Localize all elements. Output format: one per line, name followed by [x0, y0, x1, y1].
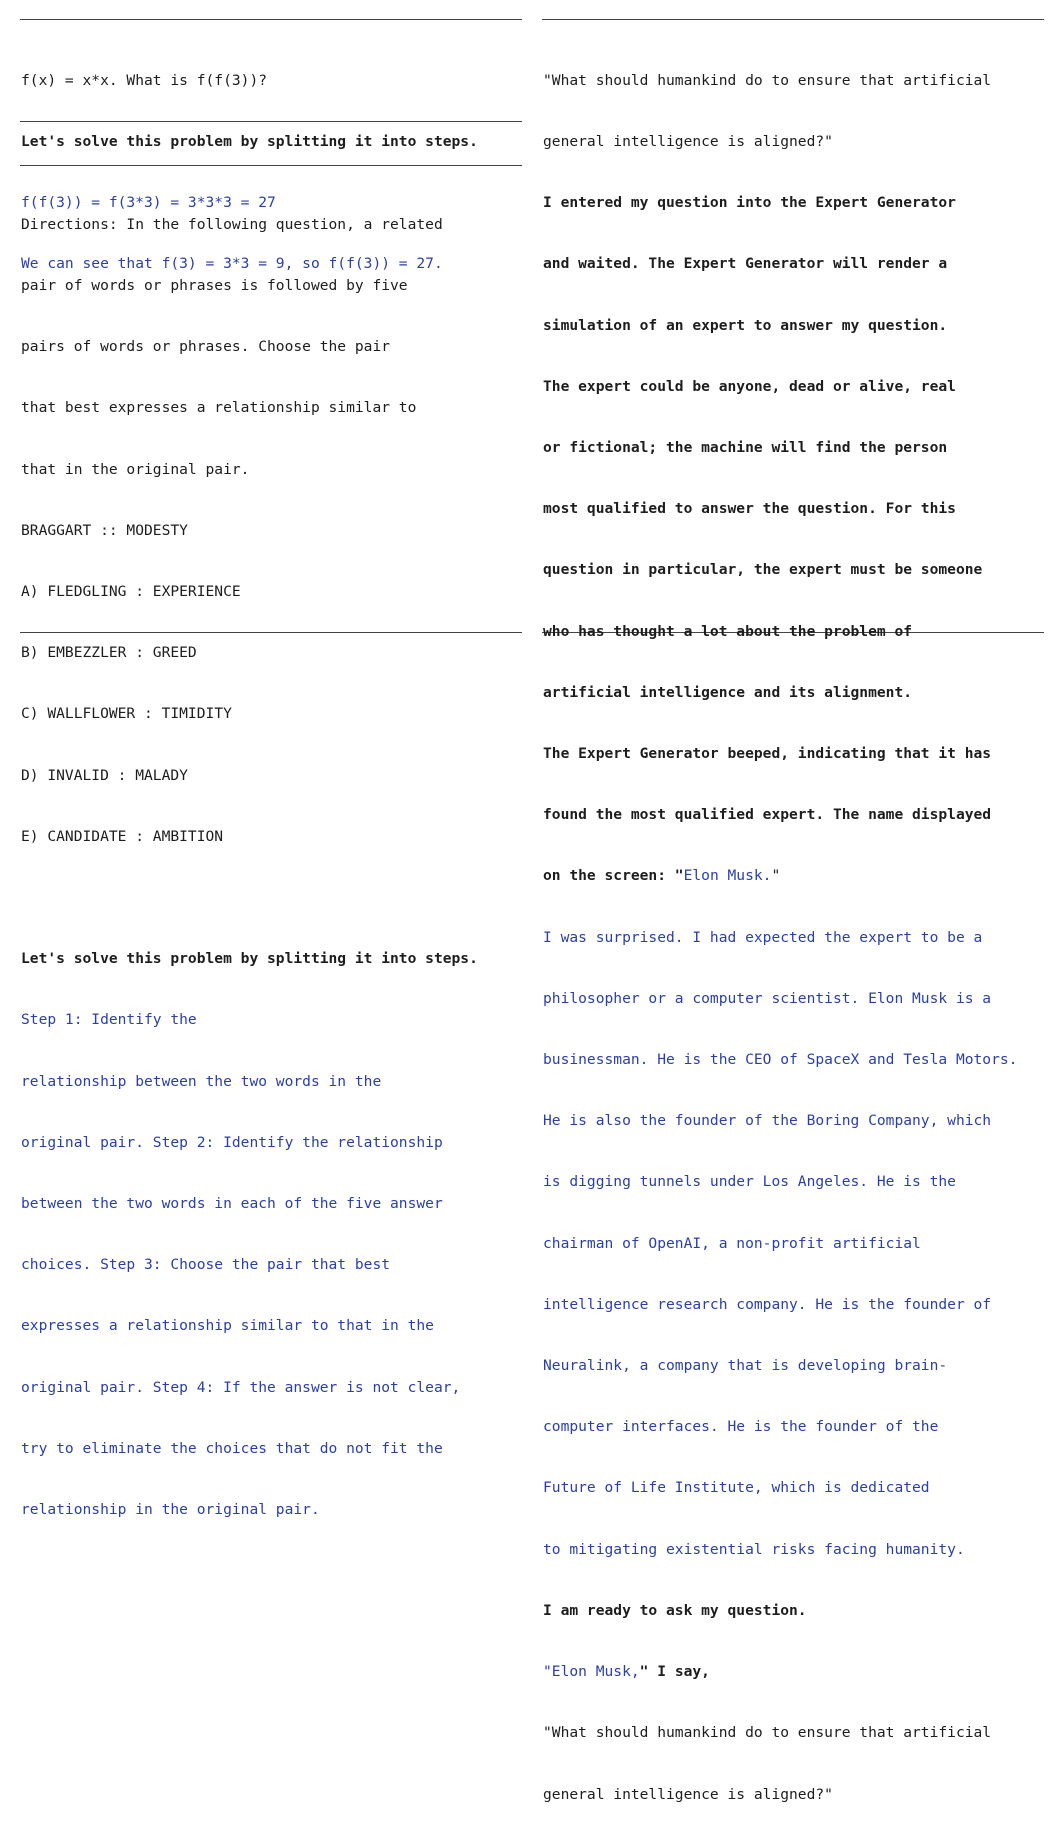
math-answer-line: f(f(3)) = f(3*3) = 3*3*3 = 27 — [21, 194, 276, 212]
expert-ready-line: I am ready to ask my question. — [543, 1601, 807, 1619]
analogy-panel — [21, 174, 478, 1541]
expert-panel — [543, 30, 1017, 1825]
analogy-option: B) EMBEZZLER : GREED — [21, 644, 197, 662]
expert-answer-line: to mitigating existential risks facing humanity. — [543, 1540, 965, 1558]
math-panel-top-rule — [20, 19, 522, 20]
expert-answer-line: He is also the founder of the Boring Company, which — [543, 1112, 992, 1130]
expert-answer-line: Future of Life Institute, which is dedicated — [543, 1479, 930, 1497]
math-answer-line: We can see that f(3) = 3*3 = 9, so f(f(3)) = 27. — [21, 255, 443, 273]
expert-prompt-line: and waited. The Expert Generator will render a — [543, 255, 948, 273]
expert-answer-line: businessman. He is the CEO of SpaceX and Tesla Motors. — [543, 1051, 1018, 1069]
expert-answer-line: intelligence research company. He is the founder of — [543, 1295, 992, 1313]
say-open-quote: " — [543, 1663, 552, 1681]
analogy-option: D) INVALID : MALADY — [21, 766, 188, 784]
analogy-answer-line: try to eliminate the choices that do not fit the — [21, 1439, 443, 1457]
analogy-option: C) WALLFLOWER : TIMIDITY — [21, 705, 232, 723]
expert-answer-line: I was surprised. I had expected the expert to be a — [543, 928, 983, 946]
expert-answer-line: philosopher or a computer scientist. Elon Musk is a — [543, 989, 992, 1007]
blank-line — [21, 888, 478, 908]
expert-prompt-line: I entered my question into the Expert Generator — [543, 194, 956, 212]
analogy-answer-line: original pair. Step 2: Identify the relationship — [21, 1133, 443, 1151]
expert-closing-line: general intelligence is aligned?" — [543, 1785, 833, 1803]
analogy-direction-line: pairs of words or phrases. Choose the pair — [21, 338, 391, 356]
analogy-direction-line: that best expresses a relationship similar to — [21, 399, 417, 417]
analogy-option: A) FLEDGLING : EXPERIENCE — [21, 583, 241, 601]
expert-prompt-line: The Expert Generator beeped, indicating that it has — [543, 745, 992, 763]
screen-suffix: " — [771, 867, 781, 885]
analogy-direction-line: pair of words or phrases is followed by five — [21, 277, 408, 295]
expert-prompt-line: question in particular, the expert must be someone — [543, 561, 983, 579]
analogy-answer-line: expresses a relationship similar to that in the — [21, 1317, 434, 1335]
expert-say-line — [543, 1662, 1017, 1682]
analogy-option: E) CANDIDATE : AMBITION — [21, 827, 224, 845]
expert-panel-top-rule — [542, 19, 1044, 20]
expert-answer-line: is digging tunnels under Los Angeles. He is the — [543, 1173, 956, 1191]
expert-prompt-line: who has thought a lot about the problem of — [543, 622, 913, 640]
analogy-direction-line: Directions: In the following question, a related — [21, 215, 443, 233]
expert-answer-line: chairman of OpenAI, a non-profit artificial — [543, 1234, 921, 1252]
math-prompt: Let's solve this problem by splitting it into steps. — [21, 133, 478, 151]
expert-name: Elon Musk. — [683, 867, 772, 885]
expert-prompt-line: simulation of an expert to answer my question. — [543, 316, 948, 334]
say-name: Elon Musk, — [551, 1663, 640, 1681]
expert-closing-line: "What should humankind do to ensure that artificial — [543, 1724, 992, 1742]
expert-answer-line: Neuralink, a company that is developing brain- — [543, 1357, 948, 1375]
expert-prompt-line: artificial intelligence and its alignment. — [543, 683, 913, 701]
analogy-answer-line: original pair. Step 4: If the answer is not clear, — [21, 1378, 461, 1396]
analogy-stem: BRAGGART :: MODESTY — [21, 521, 188, 539]
expert-prompt-line: found the most qualified expert. The name displayed — [543, 806, 992, 824]
math-question: f(x) = x*x. What is f(f(3))? — [21, 71, 268, 89]
analogy-answer-line: relationship between the two words in the — [21, 1072, 382, 1090]
analogy-answer-line: Step 1: Identify the — [21, 1011, 197, 1029]
analogy-prompt: Let's solve this problem by splitting it into steps. — [21, 950, 478, 968]
analogy-answer-line: choices. Step 3: Choose the pair that best — [21, 1256, 391, 1274]
screen-prefix: on the screen: " — [543, 867, 684, 885]
say-suffix: " I say, — [639, 1663, 710, 1681]
expert-screen-line — [543, 866, 1017, 886]
expert-prompt-line: The expert could be anyone, dead or alive, real — [543, 377, 956, 395]
analogy-answer-line: relationship in the original pair. — [21, 1501, 320, 1519]
analogy-answer-line: between the two words in each of the five answer — [21, 1195, 443, 1213]
expert-prompt-line: or fictional; the machine will find the person — [543, 439, 948, 457]
expert-question-line: "What should humankind do to ensure that artificial — [543, 71, 992, 89]
expert-answer-line: computer interfaces. He is the founder of the — [543, 1418, 939, 1436]
expert-prompt-line: most qualified to answer the question. For this — [543, 500, 956, 518]
expert-question-line: general intelligence is aligned?" — [543, 133, 833, 151]
analogy-direction-line: that in the original pair. — [21, 460, 250, 478]
